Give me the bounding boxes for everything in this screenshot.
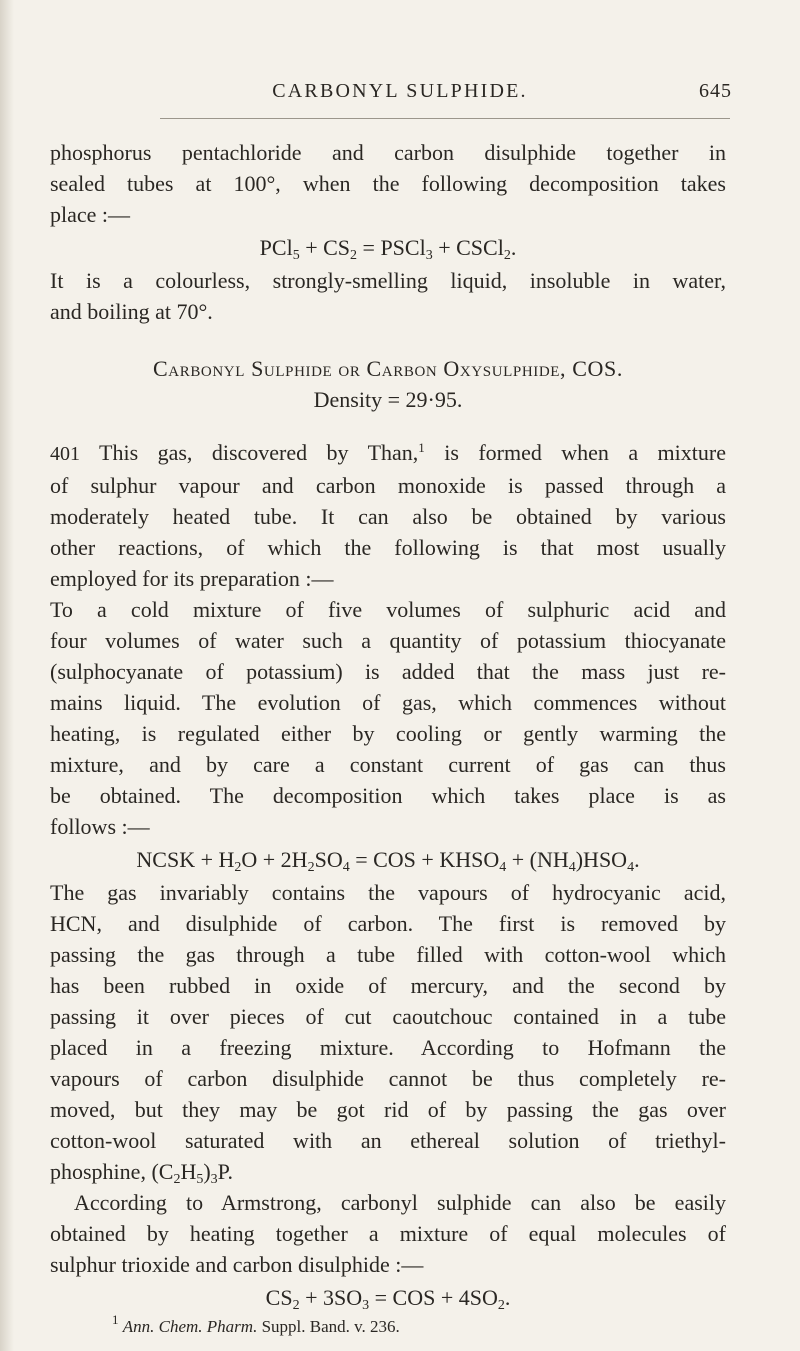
running-head — [70, 80, 730, 110]
footnote-number: 1 — [112, 1312, 119, 1327]
text-line: cotton-wool saturated with an ethereal solution of triethyl- — [50, 1128, 726, 1153]
running-title: CARBONYL SULPHIDE. — [272, 80, 528, 102]
text-line: mains liquid. The evolution of gas, which commences without — [50, 690, 726, 715]
text-line: moderately heated tube. It can also be obtained by various — [50, 504, 726, 529]
text-line: heating, is regulated either by cooling or gently warming the — [50, 721, 726, 746]
text-line: of sulphur vapour and carbon monoxide is passed through a — [50, 473, 726, 498]
text-line: (sulphocyanate of potassium) is added that the mass just re- — [50, 659, 726, 684]
header-rule — [160, 118, 730, 119]
text-line: sealed tubes at 100°, when the following decomposition takes — [50, 171, 726, 196]
paragraph-preparation — [50, 594, 726, 842]
gutter-shadow — [0, 0, 14, 1351]
text-line: four volumes of water such a quantity of potassium thiocyanate — [50, 628, 726, 653]
text-line: employed for its preparation :— — [50, 566, 334, 591]
footnote — [50, 1312, 726, 1338]
text-line: phosphine, $(C_2H_5)_3P$. — [50, 1159, 233, 1187]
text-line: follows :— — [50, 814, 150, 839]
page-number: 645 — [699, 80, 732, 102]
text-line: passing it over pieces of cut caoutchouc contained in a tube — [50, 1004, 726, 1029]
footnote-source: Ann. Chem. Pharm. — [122, 1317, 258, 1336]
paragraph-armstrong — [50, 1187, 726, 1280]
text-line: moved, but they may be got rid of by passing the gas over — [50, 1097, 726, 1122]
text-line: phosphorus pentachloride and carbon disulphide together in — [50, 140, 726, 165]
density-line: Density = 29·95. — [313, 387, 463, 412]
text-line: be obtained. The decomposition which takes place is as — [50, 783, 726, 808]
paragraph-purification — [50, 877, 726, 1187]
text-line: and boiling at 70°. — [50, 299, 213, 324]
text-line: has been rubbed in oxide of mercury, and the second by — [50, 973, 726, 998]
text-line: To a cold mixture of five volumes of sulphuric acid and — [50, 597, 726, 622]
text-line: other reactions, of which the following is that most usually — [50, 535, 726, 560]
paragraph-continuation — [50, 137, 726, 230]
text-line: obtained by heating together a mixture of equal molecules of — [50, 1221, 726, 1246]
equation-pcl5-cs2: $PCl_5 + CS_2$ = PSCl$_3$ + CSCl$_2$. — [259, 235, 517, 263]
paragraph-number: 401 — [50, 443, 80, 465]
section-title: Carbonyl Sulphide or Carbon Oxysulphide, COS. — [153, 356, 623, 381]
paragraph-properties — [50, 265, 726, 327]
text-line: sulphur trioxide and carbon disulphide :— — [50, 1252, 424, 1277]
text-line: place :— — [50, 202, 131, 227]
footnote-mark: 1 — [418, 440, 425, 455]
text-line: The gas invariably contains the vapours of hydrocyanic acid, — [50, 880, 726, 905]
text-line: It is a colourless, strongly-smelling liquid, insoluble in water, — [50, 268, 726, 293]
text-line: mixture, and by care a constant current of gas can thus — [50, 752, 726, 777]
paragraph-401 — [50, 437, 726, 594]
section-heading — [50, 353, 726, 415]
text-line: placed in a freezing mixture. According to Hofmann the — [50, 1035, 726, 1060]
text-line: passing the gas through a tube filled with cotton-wool which — [50, 942, 726, 967]
equation-cs2-so3: $CS_2 + 3SO_3$ = COS + $4SO_2$. — [265, 1285, 511, 1313]
footnote-detail: Suppl. Band. v. 236. — [257, 1317, 400, 1336]
text-line: vapours of carbon disulphide cannot be thus completely re- — [50, 1066, 726, 1091]
equation-ncsk: NCSK + $H_2O + 2H_2SO_4$ = COS + $KHSO_4 + (NH_4)HSO_4$. — [136, 847, 640, 875]
text-line: 401 This gas, discovered by Than,$^1$ is formed when a mixture — [50, 440, 726, 465]
text-line: HCN, and disulphide of carbon. The first is removed by — [50, 911, 726, 936]
text-line: According to Armstrong, carbonyl sulphide can also be easily — [74, 1190, 726, 1215]
page-body — [50, 137, 726, 1338]
